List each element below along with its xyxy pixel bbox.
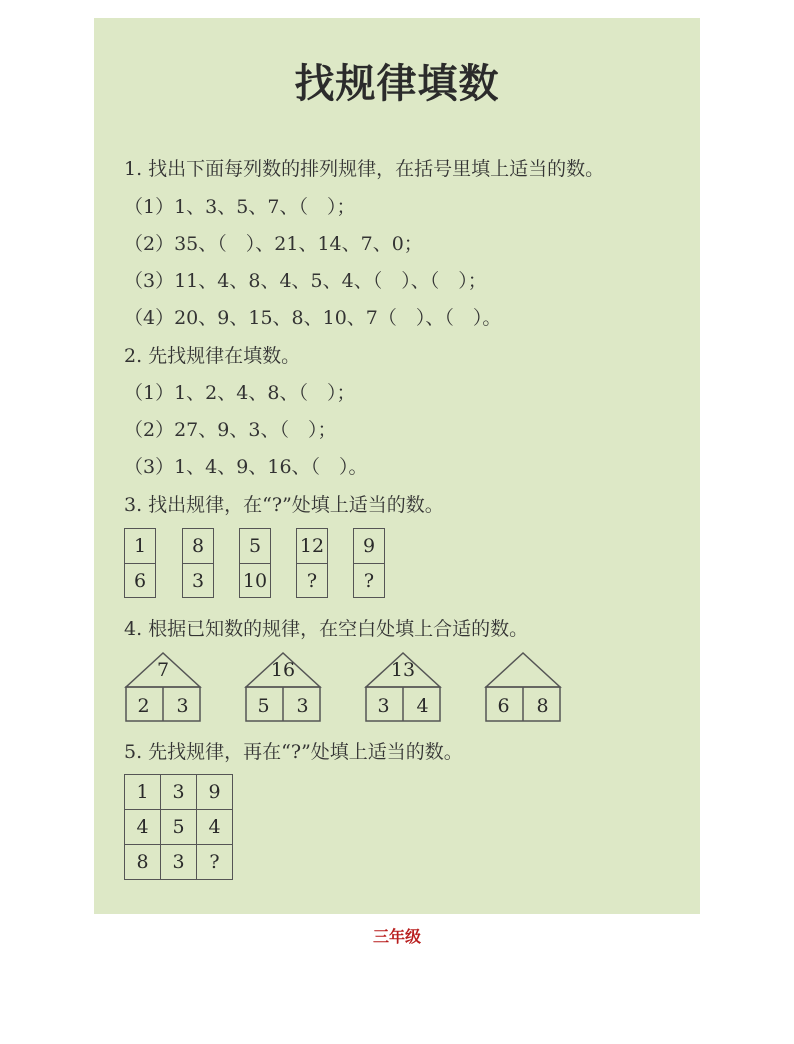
house-right-number: 3 [176, 695, 189, 717]
question-3-prompt: 3. 找出规律，在“?”处填上适当的数。 [124, 494, 444, 516]
question-1-item: （3）11、4、8、4、5、4、（ ）、（ ）； [124, 270, 487, 292]
grid-cell: 5 [161, 810, 197, 845]
house-right-number: 8 [536, 695, 549, 717]
box-bottom-number: 10 [240, 563, 270, 598]
number-pair-box [124, 528, 156, 598]
number-house [364, 651, 442, 723]
grid-cell: 9 [197, 775, 233, 810]
page-title: 找规律填数 [294, 61, 500, 107]
number-pair-box [182, 528, 214, 598]
grid-cell: 3 [161, 845, 197, 880]
box-top-number: 8 [191, 535, 205, 557]
question-1-item: （2）35、（ ）、21、14、7、0； [124, 233, 423, 255]
question-2-item: （2）27、9、3、（ ）； [124, 419, 337, 441]
question-4-prompt: 4. 根据已知数的规律，在空白处填上合适的数。 [124, 618, 529, 640]
house-left-number: 6 [497, 695, 510, 717]
question-1-prompt: 1. 找出下面每列数的排列规律，在括号里填上适当的数。 [124, 158, 605, 180]
house-roof-number: 7 [156, 659, 170, 681]
grid-cell: 4 [125, 810, 161, 845]
grid-row [125, 775, 233, 810]
question-2-prompt: 2. 先找规律在填数。 [124, 345, 301, 367]
number-pair-box [296, 528, 328, 598]
number-pair-box [239, 528, 271, 598]
box-top-number: 5 [248, 535, 262, 557]
house-roof-number: 16 [270, 659, 296, 681]
question-1-item: （1）1、3、5、7、（ ）； [124, 196, 356, 218]
number-grid [124, 774, 233, 880]
grid-cell: 8 [125, 845, 161, 880]
box-top-number: 12 [299, 535, 325, 557]
box-bottom-number: ? [354, 563, 384, 598]
worksheet [94, 18, 700, 914]
question-5-prompt: 5. 先找规律，再在“?”处填上适当的数。 [124, 741, 463, 763]
number-pair-box [353, 528, 385, 598]
grid-row [125, 810, 233, 845]
house-left-number: 3 [377, 695, 390, 717]
grid-cell: 4 [197, 810, 233, 845]
question-2-item: （1）1、2、4、8、（ ）； [124, 382, 356, 404]
box-top-number: 9 [362, 535, 376, 557]
house-left-number: 2 [137, 695, 150, 717]
house-right-number: 4 [416, 695, 429, 717]
grid-row [125, 845, 233, 880]
house-left-number: 5 [257, 695, 270, 717]
question-2-item: （3）1、4、9、16、（ ）。 [124, 456, 368, 478]
number-house [244, 651, 322, 723]
box-top-number: 1 [133, 535, 147, 557]
house-right-number: 3 [296, 695, 309, 717]
box-bottom-number: 6 [125, 563, 155, 598]
question-1-item: （4）20、9、15、8、10、7（ ）、（ ）。 [124, 307, 502, 329]
grid-cell: ? [197, 845, 233, 880]
house-roof-number: 13 [390, 659, 416, 681]
number-house [124, 651, 202, 723]
grid-cell: 3 [161, 775, 197, 810]
box-bottom-number: ? [297, 563, 327, 598]
grade-label: 三年级 [372, 927, 421, 946]
grid-cell: 1 [125, 775, 161, 810]
box-bottom-number: 3 [183, 563, 213, 598]
number-house [484, 651, 562, 723]
